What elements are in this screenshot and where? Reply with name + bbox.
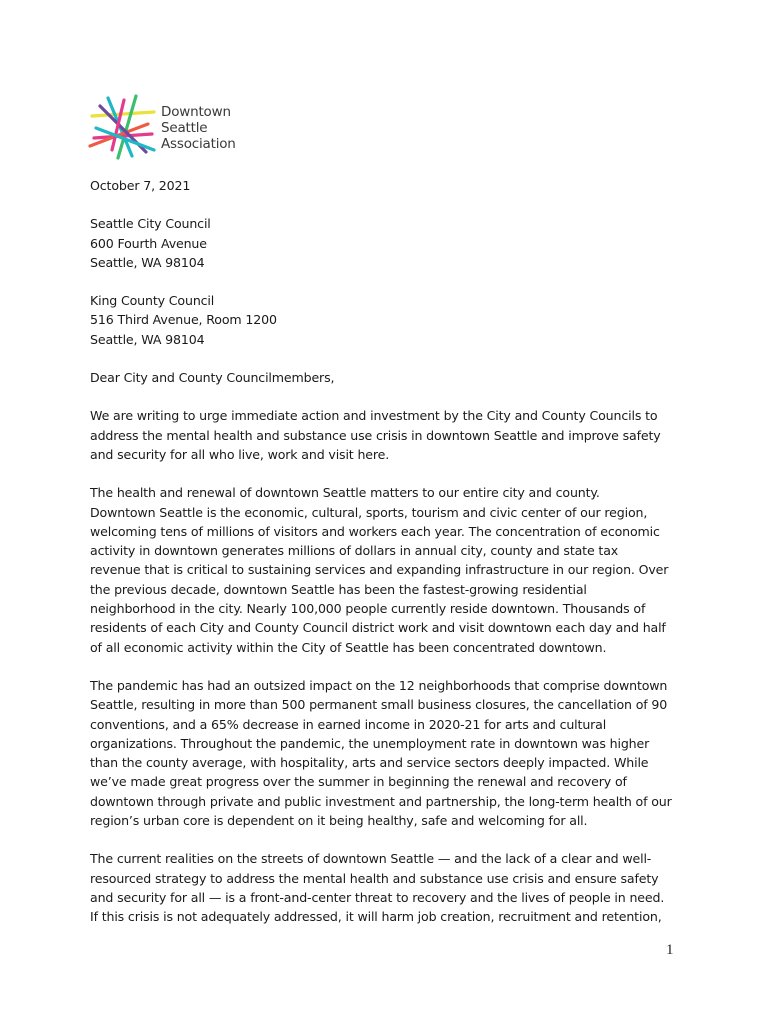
paragraph-line: neighborhood in the city. Nearly 100,000 people currently reside downtown. Thousands of — [90, 601, 646, 617]
paragraph-line: of all economic activity within the City of Seattle has been concentrated downtown. — [90, 639, 607, 655]
org-name-line: Association — [161, 136, 236, 152]
address-line: 600 Fourth Avenue — [90, 235, 207, 251]
paragraph-line: downtown through private and public investment and partnership, the long-term health of our — [90, 793, 672, 809]
address-line: Seattle City Council — [90, 216, 211, 232]
paragraph-line: than the county average, with hospitality, arts and service sectors deeply impacted. While — [90, 755, 649, 771]
paragraph-line: address the mental health and substance use crisis in downtown Seattle and improve safety — [90, 427, 661, 443]
paragraph — [90, 676, 690, 830]
letter-body — [90, 176, 690, 927]
paragraph-line: the previous decade, downtown Seattle has been the fastest-growing residential — [90, 581, 587, 597]
paragraph-line: and security for all — is a front-and-center threat to recovery and the lives of people in need. — [90, 889, 665, 905]
address-line: 516 Third Avenue, Room 1200 — [90, 312, 277, 328]
org-name-line: Downtown — [161, 104, 231, 120]
paragraph-line: We are writing to urge immediate action and investment by the City and County Councils to — [90, 408, 658, 424]
letter-date: October 7, 2021 — [90, 178, 191, 193]
paragraph-line: welcoming tens of millions of visitors and workers each year. The concentration of economic — [90, 523, 660, 539]
paragraph-line: The current realities on the streets of downtown Seattle — and the lack of a clear and well- — [90, 851, 652, 867]
paragraph-line: and security for all who live, work and visit here. — [90, 446, 390, 462]
paragraph-line: we’ve made great progress over the summer in beginning the renewal and recovery of — [90, 774, 627, 790]
paragraph — [90, 849, 690, 926]
page-number: 1 — [666, 942, 674, 958]
paragraph-line: activity in downtown generates millions of dollars in annual city, county and state tax — [90, 543, 619, 559]
paragraph-line: conventions, and a 65% decrease in earned income in 2020-21 for arts and cultural — [90, 716, 607, 732]
paragraph-line: residents of each City and County Council district work and visit downtown each day and half — [90, 620, 666, 636]
org-name-line: Seattle — [161, 120, 208, 136]
paragraph — [90, 406, 690, 464]
recipient-address-city — [90, 214, 690, 272]
address-line: Seattle, WA 98104 — [90, 331, 205, 347]
paragraph-line: revenue that is critical to sustaining services and expanding infrastructure in our region. Over — [90, 562, 669, 578]
org-name — [161, 104, 236, 152]
salutation: Dear City and County Councilmembers, — [90, 370, 335, 386]
letterhead-logo — [88, 94, 238, 160]
paragraph-line: organizations. Throughout the pandemic, the unemployment rate in downtown was higher — [90, 735, 650, 751]
paragraph-line: resourced strategy to address the mental health and substance use crisis and ensure safety — [90, 870, 659, 886]
paragraph-line: Seattle, resulting in more than 500 permanent small business closures, the cancellation of 90 — [90, 697, 668, 713]
recipient-address-county — [90, 291, 690, 349]
address-line: King County Council — [90, 293, 215, 309]
paragraph-line: The health and renewal of downtown Seattle matters to our entire city and county. — [90, 485, 600, 501]
address-line: Seattle, WA 98104 — [90, 254, 205, 270]
paragraph — [90, 483, 690, 657]
logo-mark-icon — [88, 94, 158, 160]
paragraph-line: The pandemic has had an outsized impact on the 12 neighborhoods that comprise downtown — [90, 677, 668, 693]
paragraph-line: region’s urban core is dependent on it being healthy, safe and welcoming for all. — [90, 813, 588, 829]
paragraph-line: Downtown Seattle is the economic, cultural, sports, tourism and civic center of our region, — [90, 504, 648, 520]
paragraph-line: If this crisis is not adequately addressed, it will harm job creation, recruitment and retention, — [90, 909, 662, 925]
